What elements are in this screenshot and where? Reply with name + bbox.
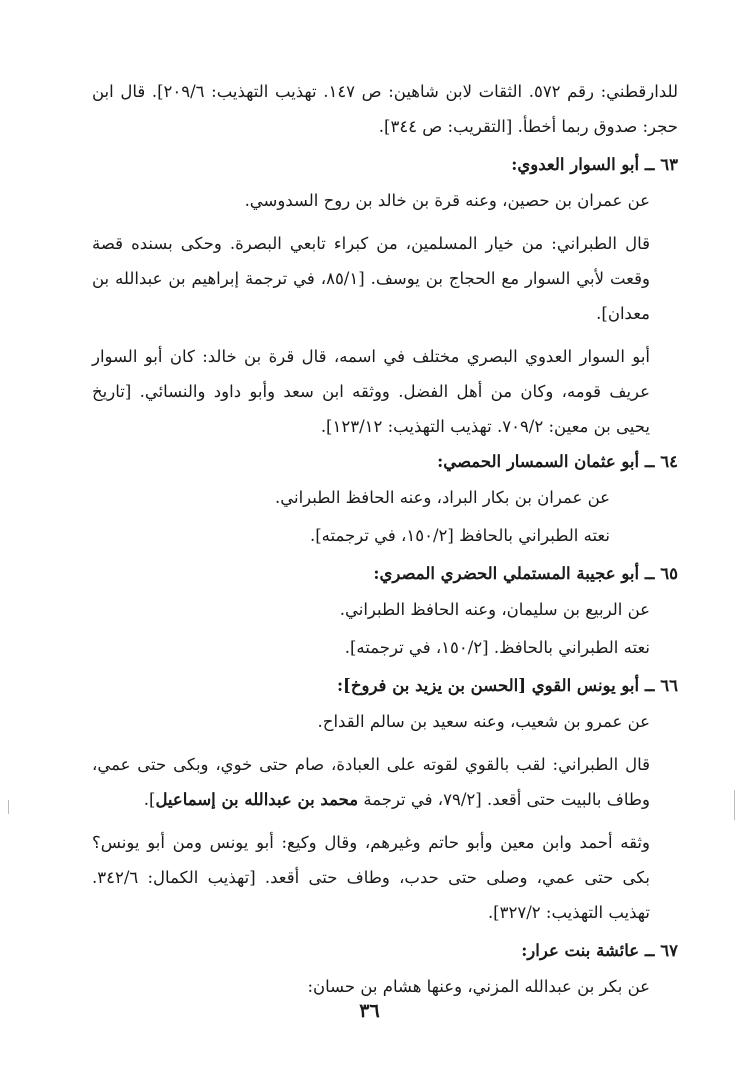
entry-heading-67: ٦٧ ــ عائشة بنت عرار:: [521, 941, 678, 960]
page-body: [92, 74, 678, 1004]
entry-heading-65: ٦٥ ــ أبو عجيبة المستملي الحضري المصري:: [373, 564, 678, 583]
entry-66-quote-text: قال الطبراني: لقب بالقوي لقوته على العبادة، صام حتى خوي، وبكى حتى عمي، وطاف بالبيت حتى أقعد. [٧٩/٢، في ترجمة: [92, 755, 650, 809]
entry-heading-66: ٦٦ ــ أبو يونس القوي [الحسن بن يزيد بن فروخ]:: [336, 676, 678, 695]
page-edge-mark: [734, 790, 735, 820]
entry-63-tabarani-quote: قال الطبراني: من خيار المسلمين، من كبراء تابعي البصرة. وحكى بسنده قصة وقعت لأبي السوار مع الحجاج بن يوسف. [٨٥/١، في ترجمة إبراهيم بن عبدالله بن معدان].: [92, 234, 650, 323]
page-edge-mark: [8, 800, 9, 814]
entry-64-chain: عن عمران بن بكار البراد، وعنه الحافظ الطبراني.: [275, 488, 610, 507]
entry-66-quote-bold-name: محمد بن عبدالله بن إسماعيل: [155, 790, 359, 809]
entry-63-chain: عن عمران بن حصين، وعنه قرة بن خالد بن روح السدوسي.: [244, 191, 650, 210]
entry-heading-64: ٦٤ ــ أبو عثمان السمسار الحمصي:: [437, 452, 678, 471]
entry-heading-63: ٦٣ ــ أبو السوار العدوي:: [511, 155, 678, 174]
page-number: ٣٦: [359, 1000, 380, 1022]
entry-63-biography: أبو السوار العدوي البصري مختلف في اسمه، قال قرة بن خالد: كان أبو السوار عريف قومه، وكان من أهل الفضل. ووثقه ابن سعد وأبو داود والنسائي. [تاريخ يحيى بن معين: ٧٠٩/٢. تهذيب التهذيب: ١٢٣/١٢].: [92, 347, 650, 436]
entry-66-biography: وثقه أحمد وابن معين وأبو حاتم وغيرهم، وقال وكيع: أبو يونس ومن أبو يونس؟ بكى حتى عمي، وصلى حتى حدب، وطاف حتى أقعد. [تهذيب الكمال: ٣٤٢/٦. تهذيب التهذيب: ٣٢٧/٢].: [92, 833, 650, 922]
paragraph-continued-references: للدارقطني: رقم ٥٧٢. الثقات لابن شاهين: ص ١٤٧. تهذيب التهذيب: ٢٠٩/٦]. قال ابن حجر: صدوق ربما أخطأ. [التقريب: ص ٣٤٤].: [92, 82, 678, 136]
entry-64-note: نعته الطبراني بالحافظ [١٥٠/٢، في ترجمته].: [309, 526, 610, 545]
entry-66-chain: عن عمرو بن شعيب، وعنه سعيد بن سالم القداح.: [317, 712, 650, 731]
entry-66-tabarani-quote: [92, 747, 678, 817]
entry-67-chain: عن بكر بن عبدالله المزني، وعنها هشام بن حسان:: [307, 977, 650, 996]
entry-65-note: نعته الطبراني بالحافظ. [١٥٠/٢، في ترجمته].: [344, 638, 650, 657]
entry-66-quote-end: ].: [143, 790, 156, 809]
entry-65-chain: عن الربيع بن سليمان، وعنه الحافظ الطبراني.: [339, 600, 650, 619]
